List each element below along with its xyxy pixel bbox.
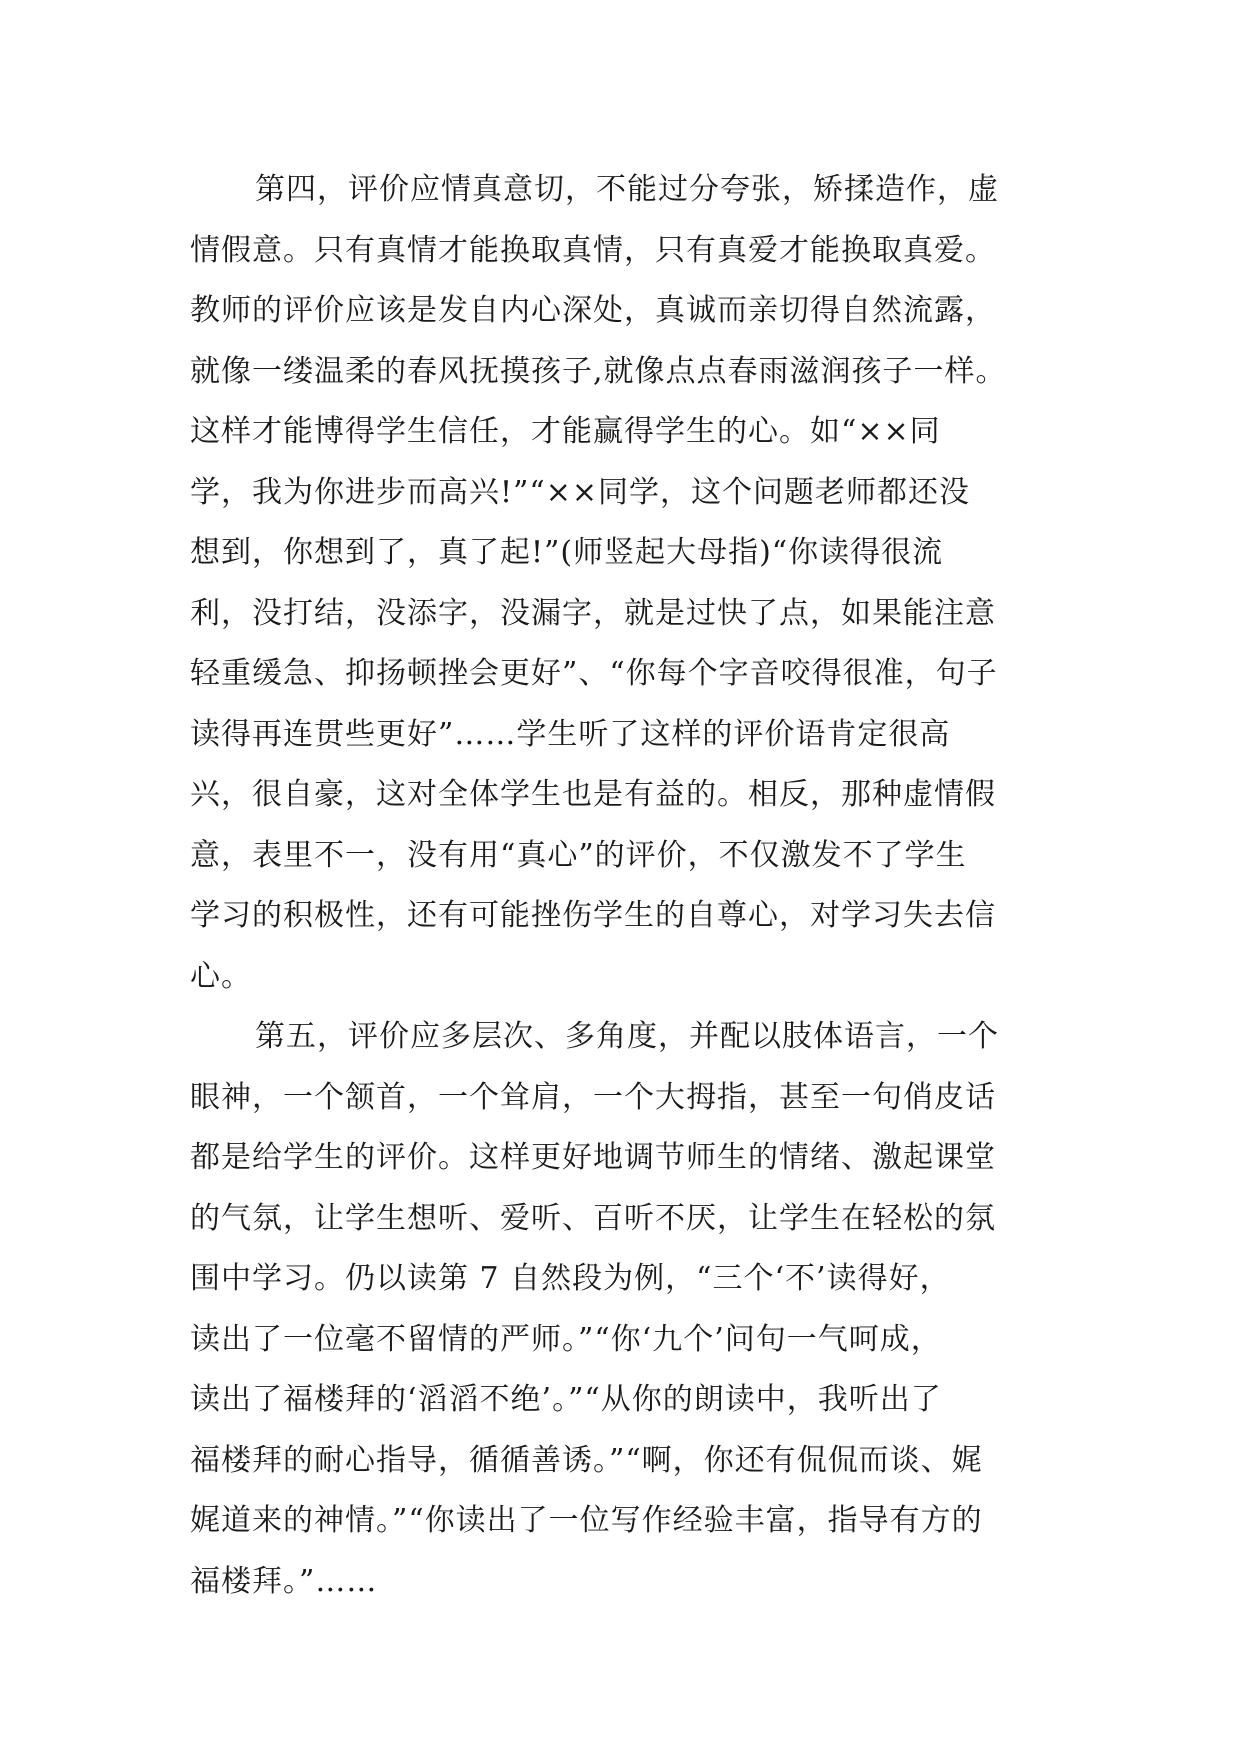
text-line: 教师的评价应该是发自内心深处，真诚而亲切得自然流露， bbox=[190, 293, 996, 328]
text-line: 的气氛，让学生想听、爱听、百听不厌，让学生在轻松的氛 bbox=[190, 1200, 996, 1236]
text-line: 福楼拜。”…… bbox=[190, 1563, 378, 1599]
text-line: 读出了一位毫不留情的严师。”“你‘九个’问句一气呵成， bbox=[190, 1321, 942, 1357]
text-line: 就像一缕温柔的春风抚摸孩子,就像点点春雨滋润孩子一样。 bbox=[190, 353, 1007, 389]
text-line: 轻重缓急、抑扬顿挫会更好”、“你每个字音咬得很准，句子 bbox=[190, 656, 998, 691]
text-line: 围中学习。仍以读第 7 自然段为例，“三个‘不’读得好， bbox=[190, 1261, 951, 1296]
text-line: 这样才能博得学生信任，才能赢得学生的心。如“××同 bbox=[190, 414, 941, 449]
text-line: 意，表里不一，没有用“真心”的评价，不仅激发不了学生 bbox=[190, 837, 967, 873]
text-line: 学，我为你进步而高兴!”“××同学，这个问题老师都还没 bbox=[190, 474, 971, 510]
text-line: 读得再连贯些更好”……学生听了这样的评价语肯定很高 bbox=[190, 716, 951, 752]
text-line: 都是给学生的评价。这样更好地调节师生的情绪、激起课堂 bbox=[190, 1140, 996, 1175]
text-line: 情假意。只有真情才能换取真情，只有真爱才能换取真爱。 bbox=[190, 232, 996, 268]
text-line: 福楼拜的耐心指导，循循善诱。”“啊，你还有侃侃而谈、娓 bbox=[190, 1442, 983, 1478]
text-line: 学习的积极性，还有可能挫伤学生的自尊心，对学习失去信 bbox=[190, 898, 996, 933]
document-body bbox=[190, 160, 1055, 1612]
text-line: 心。 bbox=[190, 958, 252, 994]
paragraph-fifth bbox=[190, 1007, 1055, 1612]
text-line: 眼神，一个颔首，一个耸肩，一个大拇指，甚至一句俏皮话 bbox=[190, 1079, 996, 1115]
text-line: 第五，评价应多层次、多角度，并配以肢体语言，一个 bbox=[255, 1019, 999, 1054]
text-line: 第四，评价应情真意切，不能过分夸张，矫揉造作，虚 bbox=[255, 172, 999, 207]
text-line: 读出了福楼拜的‘滔滔不绝’。”“从你的朗读中，我听出了 bbox=[190, 1382, 942, 1417]
text-line: 利，没打结，没添字，没漏字，就是过快了点，如果能注意 bbox=[190, 595, 996, 631]
paragraph-fourth bbox=[190, 160, 1055, 1007]
text-line: 兴，很自豪，这对全体学生也是有益的。相反，那种虚情假 bbox=[190, 777, 996, 812]
text-line: 想到，你想到了，真了起!”(师竖起大母指)“你读得很流 bbox=[190, 535, 944, 570]
text-line: 娓道来的神情。”“你读出了一位写作经验丰富，指导有方的 bbox=[190, 1503, 983, 1538]
